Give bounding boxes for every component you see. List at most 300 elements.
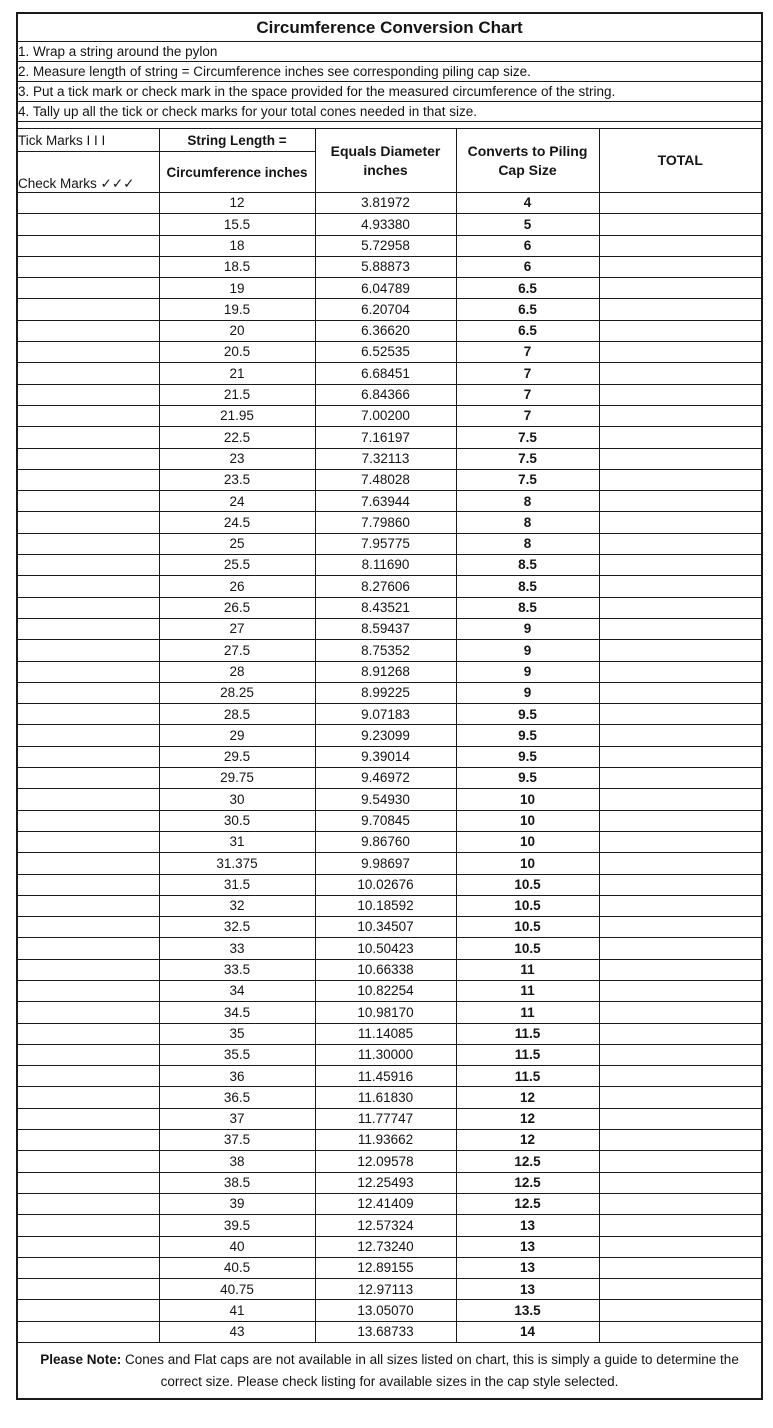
table-row xyxy=(17,1172,762,1193)
diameter-cell: 10.82254 xyxy=(315,980,456,1001)
diameter-cell: 12.09578 xyxy=(315,1151,456,1172)
circumference-cell: 21 xyxy=(159,363,315,384)
circumference-cell: 36.5 xyxy=(159,1087,315,1108)
tally-cell xyxy=(17,1300,159,1321)
table-row xyxy=(17,1130,762,1151)
table-row xyxy=(17,320,762,341)
instruction-row xyxy=(17,62,762,82)
diameter-cell: 11.77747 xyxy=(315,1108,456,1129)
total-cell xyxy=(599,1257,762,1278)
cap-size-cell: 7.5 xyxy=(456,427,599,448)
tally-cell xyxy=(17,895,159,916)
total-cell xyxy=(599,1002,762,1023)
total-cell xyxy=(599,1279,762,1300)
diameter-cell: 4.93380 xyxy=(315,214,456,235)
tally-cell xyxy=(17,576,159,597)
cap-size-cell: 9 xyxy=(456,661,599,682)
cap-size-cell: 13.5 xyxy=(456,1300,599,1321)
cap-size-cell: 12 xyxy=(456,1108,599,1129)
circumference-cell: 19.5 xyxy=(159,299,315,320)
total-cell xyxy=(599,448,762,469)
cap-size-cell: 7 xyxy=(456,342,599,363)
total-cell xyxy=(599,1023,762,1044)
total-cell xyxy=(599,746,762,767)
table-row xyxy=(17,874,762,895)
diameter-cell: 10.98170 xyxy=(315,1002,456,1023)
total-cell xyxy=(599,895,762,916)
conversion-table-body xyxy=(17,193,762,1343)
cap-size-cell: 6 xyxy=(456,256,599,277)
tally-cell xyxy=(17,299,159,320)
tally-cell xyxy=(17,278,159,299)
diameter-cell: 12.89155 xyxy=(315,1257,456,1278)
cap-size-cell: 13 xyxy=(456,1257,599,1278)
cap-size-cell: 9.5 xyxy=(456,768,599,789)
circumference-cell: 28 xyxy=(159,661,315,682)
tally-cell xyxy=(17,1087,159,1108)
diameter-cell: 9.54930 xyxy=(315,789,456,810)
table-row xyxy=(17,512,762,533)
cap-size-cell: 8.5 xyxy=(456,597,599,618)
cap-size-cell: 10.5 xyxy=(456,938,599,959)
diameter-cell: 7.00200 xyxy=(315,405,456,426)
diameter-cell: 6.20704 xyxy=(315,299,456,320)
cap-size-cell: 6.5 xyxy=(456,299,599,320)
diameter-cell: 12.57324 xyxy=(315,1215,456,1236)
cap-size-cell: 12.5 xyxy=(456,1151,599,1172)
circumference-cell: 21.95 xyxy=(159,405,315,426)
tally-cell xyxy=(17,959,159,980)
total-cell xyxy=(599,320,762,341)
tally-cell xyxy=(17,725,159,746)
cap-size-cell: 13 xyxy=(456,1215,599,1236)
total-cell xyxy=(599,278,762,299)
tally-cell xyxy=(17,938,159,959)
circumference-cell: 22.5 xyxy=(159,427,315,448)
total-cell xyxy=(599,1087,762,1108)
cap-size-cell: 11 xyxy=(456,980,599,1001)
tally-cell xyxy=(17,1321,159,1342)
total-cell xyxy=(599,193,762,214)
tally-cell xyxy=(17,256,159,277)
diameter-cell: 8.59437 xyxy=(315,618,456,639)
table-row xyxy=(17,342,762,363)
note-row xyxy=(17,1343,762,1400)
diameter-cell: 10.02676 xyxy=(315,874,456,895)
total-cell xyxy=(599,661,762,682)
instruction-row xyxy=(17,82,762,102)
diameter-cell: 11.45916 xyxy=(315,1066,456,1087)
circumference-cell: 20.5 xyxy=(159,342,315,363)
cap-size-cell: 11.5 xyxy=(456,1066,599,1087)
chart-footer xyxy=(17,1343,762,1400)
circumference-cell: 27 xyxy=(159,618,315,639)
cap-size-cell: 13 xyxy=(456,1279,599,1300)
total-cell xyxy=(599,1108,762,1129)
diameter-cell: 9.07183 xyxy=(315,704,456,725)
cap-size-cell: 10.5 xyxy=(456,874,599,895)
tally-cell xyxy=(17,1236,159,1257)
diameter-cell: 3.81972 xyxy=(315,193,456,214)
diameter-cell: 12.25493 xyxy=(315,1172,456,1193)
instruction-3: 3. Put a tick mark or check mark in the space provided for the measured circumference of the string. xyxy=(17,82,762,102)
table-row xyxy=(17,1236,762,1257)
cap-size-cell: 7 xyxy=(456,363,599,384)
circumference-cell: 40.5 xyxy=(159,1257,315,1278)
tally-cell xyxy=(17,917,159,938)
cap-size-cell: 8.5 xyxy=(456,576,599,597)
total-cell xyxy=(599,618,762,639)
circumference-cell: 21.5 xyxy=(159,384,315,405)
circumference-cell: 34 xyxy=(159,980,315,1001)
circumference-cell: 29.75 xyxy=(159,768,315,789)
total-cell xyxy=(599,1236,762,1257)
circumference-cell: 25 xyxy=(159,533,315,554)
title-row xyxy=(17,13,762,42)
table-row xyxy=(17,1108,762,1129)
tally-cell xyxy=(17,1151,159,1172)
circumference-cell: 31.5 xyxy=(159,874,315,895)
header-total: TOTAL xyxy=(599,129,762,193)
table-row xyxy=(17,640,762,661)
table-row xyxy=(17,980,762,1001)
table-row xyxy=(17,576,762,597)
diameter-cell: 6.84366 xyxy=(315,384,456,405)
cap-size-cell: 10 xyxy=(456,789,599,810)
diameter-cell: 6.36620 xyxy=(315,320,456,341)
cap-size-cell: 12 xyxy=(456,1087,599,1108)
note-label: Please Note: xyxy=(40,1351,122,1367)
table-row xyxy=(17,256,762,277)
table-row xyxy=(17,895,762,916)
diameter-cell: 12.73240 xyxy=(315,1236,456,1257)
total-cell xyxy=(599,1151,762,1172)
note-cell xyxy=(17,1343,762,1400)
cap-size-cell: 9.5 xyxy=(456,704,599,725)
table-row xyxy=(17,831,762,852)
header-cap-size: Converts to Piling Cap Size xyxy=(456,129,599,193)
tally-cell xyxy=(17,661,159,682)
tally-cell xyxy=(17,469,159,490)
diameter-cell: 6.68451 xyxy=(315,363,456,384)
table-row xyxy=(17,1066,762,1087)
circumference-cell: 34.5 xyxy=(159,1002,315,1023)
tally-cell xyxy=(17,448,159,469)
cap-size-cell: 4 xyxy=(456,193,599,214)
circumference-cell: 33 xyxy=(159,938,315,959)
tally-cell xyxy=(17,682,159,703)
table-row xyxy=(17,725,762,746)
table-row xyxy=(17,1002,762,1023)
instruction-row xyxy=(17,42,762,62)
table-row xyxy=(17,1257,762,1278)
diameter-cell: 10.34507 xyxy=(315,917,456,938)
circumference-cell: 24 xyxy=(159,491,315,512)
total-cell xyxy=(599,938,762,959)
table-row xyxy=(17,746,762,767)
cap-size-cell: 14 xyxy=(456,1321,599,1342)
tally-cell xyxy=(17,214,159,235)
total-cell xyxy=(599,1193,762,1214)
header-tick-marks: Tick Marks I I I xyxy=(17,129,159,152)
circumference-cell: 31.375 xyxy=(159,853,315,874)
circumference-cell: 41 xyxy=(159,1300,315,1321)
tally-cell xyxy=(17,491,159,512)
tally-cell xyxy=(17,640,159,661)
circumference-cell: 43 xyxy=(159,1321,315,1342)
circumference-cell: 18.5 xyxy=(159,256,315,277)
table-row xyxy=(17,448,762,469)
cap-size-cell: 9.5 xyxy=(456,725,599,746)
tally-cell xyxy=(17,193,159,214)
total-cell xyxy=(599,235,762,256)
tally-cell xyxy=(17,1044,159,1065)
total-cell xyxy=(599,959,762,980)
table-row xyxy=(17,533,762,554)
table-row xyxy=(17,1321,762,1342)
cap-size-cell: 7 xyxy=(456,384,599,405)
circumference-cell: 28.25 xyxy=(159,682,315,703)
diameter-cell: 8.99225 xyxy=(315,682,456,703)
spacer-row xyxy=(17,122,762,129)
tally-cell xyxy=(17,384,159,405)
table-row xyxy=(17,384,762,405)
table-row xyxy=(17,235,762,256)
diameter-cell: 10.50423 xyxy=(315,938,456,959)
instruction-row xyxy=(17,102,762,122)
total-cell xyxy=(599,597,762,618)
diameter-cell: 8.27606 xyxy=(315,576,456,597)
table-row xyxy=(17,214,762,235)
table-row xyxy=(17,1193,762,1214)
table-row xyxy=(17,299,762,320)
header-string-length: String Length = xyxy=(159,129,315,152)
table-row xyxy=(17,682,762,703)
cap-size-cell: 9 xyxy=(456,618,599,639)
total-cell xyxy=(599,831,762,852)
tally-cell xyxy=(17,789,159,810)
spacer-cell xyxy=(17,122,762,129)
table-row xyxy=(17,193,762,214)
total-cell xyxy=(599,384,762,405)
tally-cell xyxy=(17,704,159,725)
total-cell xyxy=(599,1066,762,1087)
cap-size-cell: 8 xyxy=(456,512,599,533)
cap-size-cell: 13 xyxy=(456,1236,599,1257)
circumference-cell: 28.5 xyxy=(159,704,315,725)
cap-size-cell: 12.5 xyxy=(456,1193,599,1214)
diameter-cell: 11.30000 xyxy=(315,1044,456,1065)
instruction-2: 2. Measure length of string = Circumference inches see corresponding piling cap size. xyxy=(17,62,762,82)
circumference-cell: 38 xyxy=(159,1151,315,1172)
cap-size-cell: 9 xyxy=(456,682,599,703)
total-cell xyxy=(599,768,762,789)
total-cell xyxy=(599,405,762,426)
total-cell xyxy=(599,491,762,512)
table-row xyxy=(17,469,762,490)
note-text: Cones and Flat caps are not available in all sizes listed on chart, this is simply a guide to determine the correct size. Please check listing for available sizes in the cap style selected. xyxy=(121,1351,739,1389)
diameter-cell: 10.66338 xyxy=(315,959,456,980)
diameter-cell: 9.23099 xyxy=(315,725,456,746)
table-row xyxy=(17,938,762,959)
circumference-cell: 30 xyxy=(159,789,315,810)
total-cell xyxy=(599,299,762,320)
cap-size-cell: 10 xyxy=(456,853,599,874)
cap-size-cell: 9.5 xyxy=(456,746,599,767)
circumference-cell: 26.5 xyxy=(159,597,315,618)
table-row xyxy=(17,1215,762,1236)
table-row xyxy=(17,661,762,682)
table-row xyxy=(17,1087,762,1108)
total-cell xyxy=(599,512,762,533)
tally-cell xyxy=(17,1215,159,1236)
total-cell xyxy=(599,917,762,938)
table-row xyxy=(17,278,762,299)
diameter-cell: 11.61830 xyxy=(315,1087,456,1108)
tally-cell xyxy=(17,618,159,639)
cap-size-cell: 11.5 xyxy=(456,1044,599,1065)
table-row xyxy=(17,1044,762,1065)
table-row xyxy=(17,597,762,618)
diameter-cell: 7.48028 xyxy=(315,469,456,490)
conversion-chart xyxy=(16,12,763,1400)
total-cell xyxy=(599,1321,762,1342)
diameter-cell: 12.97113 xyxy=(315,1279,456,1300)
total-cell xyxy=(599,810,762,831)
circumference-cell: 23 xyxy=(159,448,315,469)
tally-cell xyxy=(17,405,159,426)
circumference-cell: 36 xyxy=(159,1066,315,1087)
diameter-cell: 6.52535 xyxy=(315,342,456,363)
diameter-cell: 8.43521 xyxy=(315,597,456,618)
diameter-cell: 5.72958 xyxy=(315,235,456,256)
total-cell xyxy=(599,363,762,384)
circumference-cell: 35 xyxy=(159,1023,315,1044)
tally-cell xyxy=(17,555,159,576)
circumference-cell: 39 xyxy=(159,1193,315,1214)
diameter-cell: 7.79860 xyxy=(315,512,456,533)
total-cell xyxy=(599,469,762,490)
circumference-cell: 29 xyxy=(159,725,315,746)
header-check-marks: Check Marks ✓✓✓ xyxy=(17,152,159,193)
instruction-1: 1. Wrap a string around the pylon xyxy=(17,42,762,62)
cap-size-cell: 7.5 xyxy=(456,469,599,490)
total-cell xyxy=(599,1300,762,1321)
circumference-cell: 38.5 xyxy=(159,1172,315,1193)
table-row xyxy=(17,810,762,831)
cap-size-cell: 10.5 xyxy=(456,917,599,938)
cap-size-cell: 12 xyxy=(456,1130,599,1151)
chart-top xyxy=(17,13,762,193)
diameter-cell: 12.41409 xyxy=(315,1193,456,1214)
tally-cell xyxy=(17,1108,159,1129)
diameter-cell: 7.32113 xyxy=(315,448,456,469)
table-row xyxy=(17,555,762,576)
total-cell xyxy=(599,214,762,235)
table-row xyxy=(17,704,762,725)
circumference-cell: 30.5 xyxy=(159,810,315,831)
cap-size-cell: 8 xyxy=(456,533,599,554)
table-row xyxy=(17,959,762,980)
tally-cell xyxy=(17,1066,159,1087)
total-cell xyxy=(599,427,762,448)
diameter-cell: 11.93662 xyxy=(315,1130,456,1151)
cap-size-cell: 11 xyxy=(456,1002,599,1023)
diameter-cell: 9.98697 xyxy=(315,853,456,874)
total-cell xyxy=(599,342,762,363)
circumference-cell: 27.5 xyxy=(159,640,315,661)
diameter-cell: 11.14085 xyxy=(315,1023,456,1044)
header-circumference: Circumference inches xyxy=(159,152,315,193)
tally-cell xyxy=(17,1172,159,1193)
cap-size-cell: 6.5 xyxy=(456,278,599,299)
cap-size-cell: 6.5 xyxy=(456,320,599,341)
circumference-cell: 33.5 xyxy=(159,959,315,980)
tally-cell xyxy=(17,980,159,1001)
diameter-cell: 8.11690 xyxy=(315,555,456,576)
circumference-cell: 24.5 xyxy=(159,512,315,533)
total-cell xyxy=(599,576,762,597)
diameter-cell: 9.39014 xyxy=(315,746,456,767)
instruction-4: 4. Tally up all the tick or check marks for your total cones needed in that size. xyxy=(17,102,762,122)
total-cell xyxy=(599,1130,762,1151)
table-row xyxy=(17,1279,762,1300)
tally-cell xyxy=(17,363,159,384)
cap-size-cell: 11 xyxy=(456,959,599,980)
table-row xyxy=(17,491,762,512)
diameter-cell: 7.95775 xyxy=(315,533,456,554)
diameter-cell: 9.70845 xyxy=(315,810,456,831)
tally-cell xyxy=(17,1193,159,1214)
total-cell xyxy=(599,853,762,874)
table-row xyxy=(17,363,762,384)
cap-size-cell: 8 xyxy=(456,491,599,512)
diameter-cell: 8.75352 xyxy=(315,640,456,661)
circumference-cell: 18 xyxy=(159,235,315,256)
total-cell xyxy=(599,682,762,703)
cap-size-cell: 7.5 xyxy=(456,448,599,469)
total-cell xyxy=(599,533,762,554)
circumference-cell: 12 xyxy=(159,193,315,214)
circumference-cell: 29.5 xyxy=(159,746,315,767)
diameter-cell: 13.05070 xyxy=(315,1300,456,1321)
total-cell xyxy=(599,980,762,1001)
diameter-cell: 9.46972 xyxy=(315,768,456,789)
tally-cell xyxy=(17,427,159,448)
total-cell xyxy=(599,555,762,576)
table-row xyxy=(17,618,762,639)
diameter-cell: 13.68733 xyxy=(315,1321,456,1342)
cap-size-cell: 10 xyxy=(456,831,599,852)
circumference-cell: 19 xyxy=(159,278,315,299)
cap-size-cell: 9 xyxy=(456,640,599,661)
tally-cell xyxy=(17,1257,159,1278)
total-cell xyxy=(599,725,762,746)
header-row-top xyxy=(17,129,762,152)
diameter-cell: 5.88873 xyxy=(315,256,456,277)
tally-cell xyxy=(17,1279,159,1300)
cap-size-cell: 8.5 xyxy=(456,555,599,576)
tally-cell xyxy=(17,1130,159,1151)
table-row xyxy=(17,768,762,789)
diameter-cell: 6.04789 xyxy=(315,278,456,299)
tally-cell xyxy=(17,810,159,831)
cap-size-cell: 7 xyxy=(456,405,599,426)
circumference-cell: 32.5 xyxy=(159,917,315,938)
tally-cell xyxy=(17,1023,159,1044)
cap-size-cell: 10.5 xyxy=(456,895,599,916)
table-row xyxy=(17,853,762,874)
